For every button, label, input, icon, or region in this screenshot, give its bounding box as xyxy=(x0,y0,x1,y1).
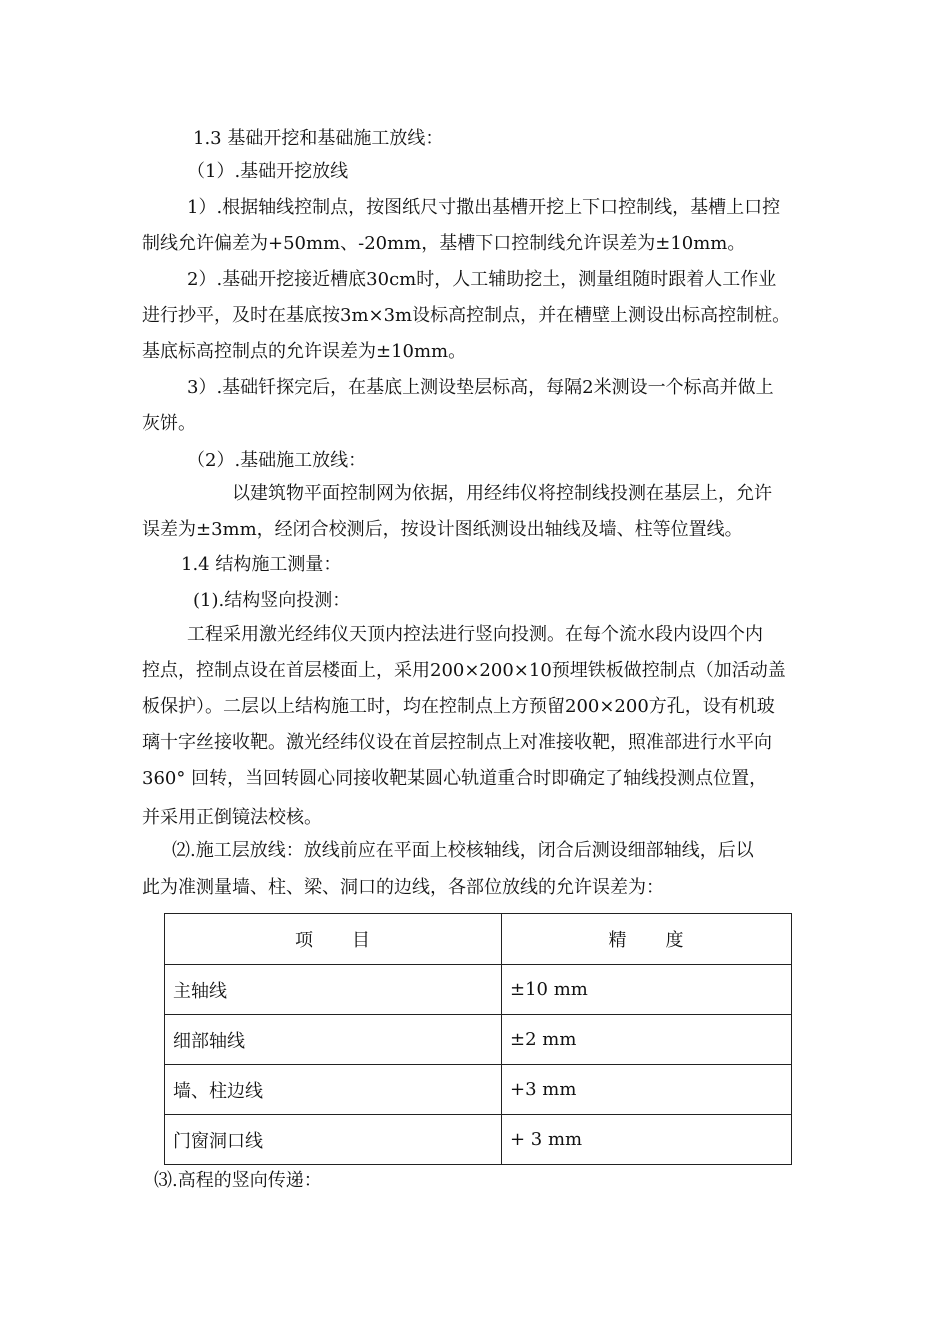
paragraph-line: ⑵.施工层放线：放线前应在平面上校核轴线，闭合后测设细部轴线，后以 xyxy=(172,840,754,861)
table-row xyxy=(165,1115,792,1165)
paragraph-line: 360° 回转，当回转圆心同接收靶某圆心轨道重合时即确定了轴线投测点位置， xyxy=(142,768,768,789)
paragraph-line: 此为准测量墙、柱、梁、洞口的边线，各部位放线的允许误差为： xyxy=(142,877,664,898)
table-cell-item: 主轴线 xyxy=(165,965,502,1015)
paragraph-line: 3）.基础钎探完后，在基底上测设垫层标高，每隔2米测设一个标高并做上 xyxy=(187,377,774,398)
table-row xyxy=(165,1015,792,1065)
table-row xyxy=(165,965,792,1015)
paragraph-line: 控点，控制点设在首层楼面上，采用200×200×10预埋铁板做控制点（加活动盖 xyxy=(142,660,786,681)
table-cell-precision: ±10 mm xyxy=(502,965,792,1015)
paragraph-line: 进行抄平，及时在基底按3m×3m设标高控制点，并在槽壁上测设出标高控制桩。 xyxy=(142,305,791,326)
subsection-heading: （2）.基础施工放线： xyxy=(187,450,367,471)
paragraph-line: 灰饼。 xyxy=(142,413,196,434)
table-header-precision: 精 度 xyxy=(502,914,792,965)
table-cell-precision: ±2 mm xyxy=(502,1015,792,1065)
table-header-row xyxy=(165,914,792,965)
paragraph-line: 璃十字丝接收靶。激光经纬仪设在首层控制点上对准接收靶，照准部进行水平向 xyxy=(142,732,772,753)
paragraph-line: 基底标高控制点的允许误差为±10mm。 xyxy=(142,341,467,362)
table-cell-item: 细部轴线 xyxy=(165,1015,502,1065)
section-heading: 1.4 结构施工测量： xyxy=(181,554,342,575)
paragraph-line: 并采用正倒镜法校核。 xyxy=(142,807,322,828)
table-header-item: 项 目 xyxy=(165,914,502,965)
paragraph-line: 误差为±3mm，经闭合校测后，按设计图纸测设出轴线及墙、柱等位置线。 xyxy=(142,519,743,540)
table-cell-item: 门窗洞口线 xyxy=(165,1115,502,1165)
paragraph-line: 制线允许偏差为+50mm、-20mm，基槽下口控制线允许误差为±10mm。 xyxy=(142,233,746,254)
tolerance-table xyxy=(164,913,792,1165)
paragraph-line: 板保护）。二层以上结构施工时，均在控制点上方预留200×200方孔，设有机玻 xyxy=(142,696,775,717)
subsection-heading: (1).结构竖向投测： xyxy=(193,590,351,611)
table-cell-precision: +3 mm xyxy=(502,1065,792,1115)
paragraph-line: 工程采用激光经纬仪天顶内控法进行竖向投测。在每个流水段内设四个内 xyxy=(187,624,763,645)
subsection-heading: ⑶.高程的竖向传递： xyxy=(154,1170,322,1191)
table-row xyxy=(165,1065,792,1115)
paragraph-line: 以建筑物平面控制网为依据，用经纬仪将控制线投测在基层上，允许 xyxy=(232,483,772,504)
paragraph-line: 2）.基础开挖接近槽底30cm时，人工辅助挖土，测量组随时跟着人工作业 xyxy=(187,269,777,290)
table-cell-precision: + 3 mm xyxy=(502,1115,792,1165)
paragraph-line: 1）.根据轴线控制点，按图纸尺寸撒出基槽开挖上下口控制线，基槽上口控 xyxy=(187,197,781,218)
section-heading: 1.3 基础开挖和基础施工放线： xyxy=(193,128,444,149)
table-cell-item: 墙、柱边线 xyxy=(165,1065,502,1115)
subsection-heading: （1）.基础开挖放线 xyxy=(187,161,349,182)
